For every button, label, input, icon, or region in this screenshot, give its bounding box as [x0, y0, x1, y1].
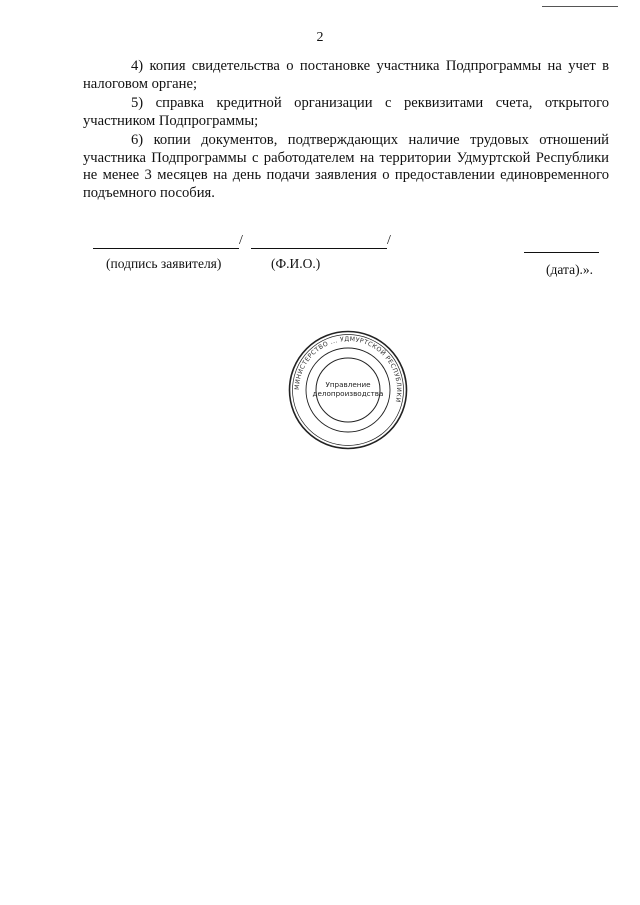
- date-label: (дата).».: [546, 262, 594, 277]
- signature-line: [93, 248, 239, 249]
- date-line: [524, 252, 599, 253]
- document-body: [83, 58, 609, 204]
- list-item: 5) справка кредитной организации с реквизитами счета, открытого участником Подпрограммы;: [83, 95, 609, 129]
- top-edge-rule: [542, 6, 618, 7]
- stamp-center-line2: делопроизводства: [312, 389, 384, 398]
- signature-label: (подпись заявителя): [106, 256, 222, 271]
- name-line: [251, 248, 387, 249]
- stamp-ring-text: МИНИСТЕРСТВО ... УДМУРТСКОЙ РЕСПУБЛИКИ: [293, 335, 403, 403]
- name-slash: /: [387, 233, 391, 248]
- list-item: 4) копия свидетельства о постановке участника Подпрограммы на учет в налоговом органе;: [83, 58, 609, 92]
- signature-slash: /: [239, 233, 243, 248]
- official-stamp: [287, 329, 409, 451]
- list-item: 6) копии документов, подтверждающих наличие трудовых отношений участника Подпрограммы с работодателем на территории Удмуртской Республики не менее 3 месяцев на день подачи заявления о предоставлении единовременного подъемного пособия.: [83, 132, 609, 201]
- stamp-center-line1: Управление: [325, 380, 371, 389]
- name-label: (Ф.И.О.): [271, 256, 321, 271]
- page-number: 2: [316, 30, 324, 45]
